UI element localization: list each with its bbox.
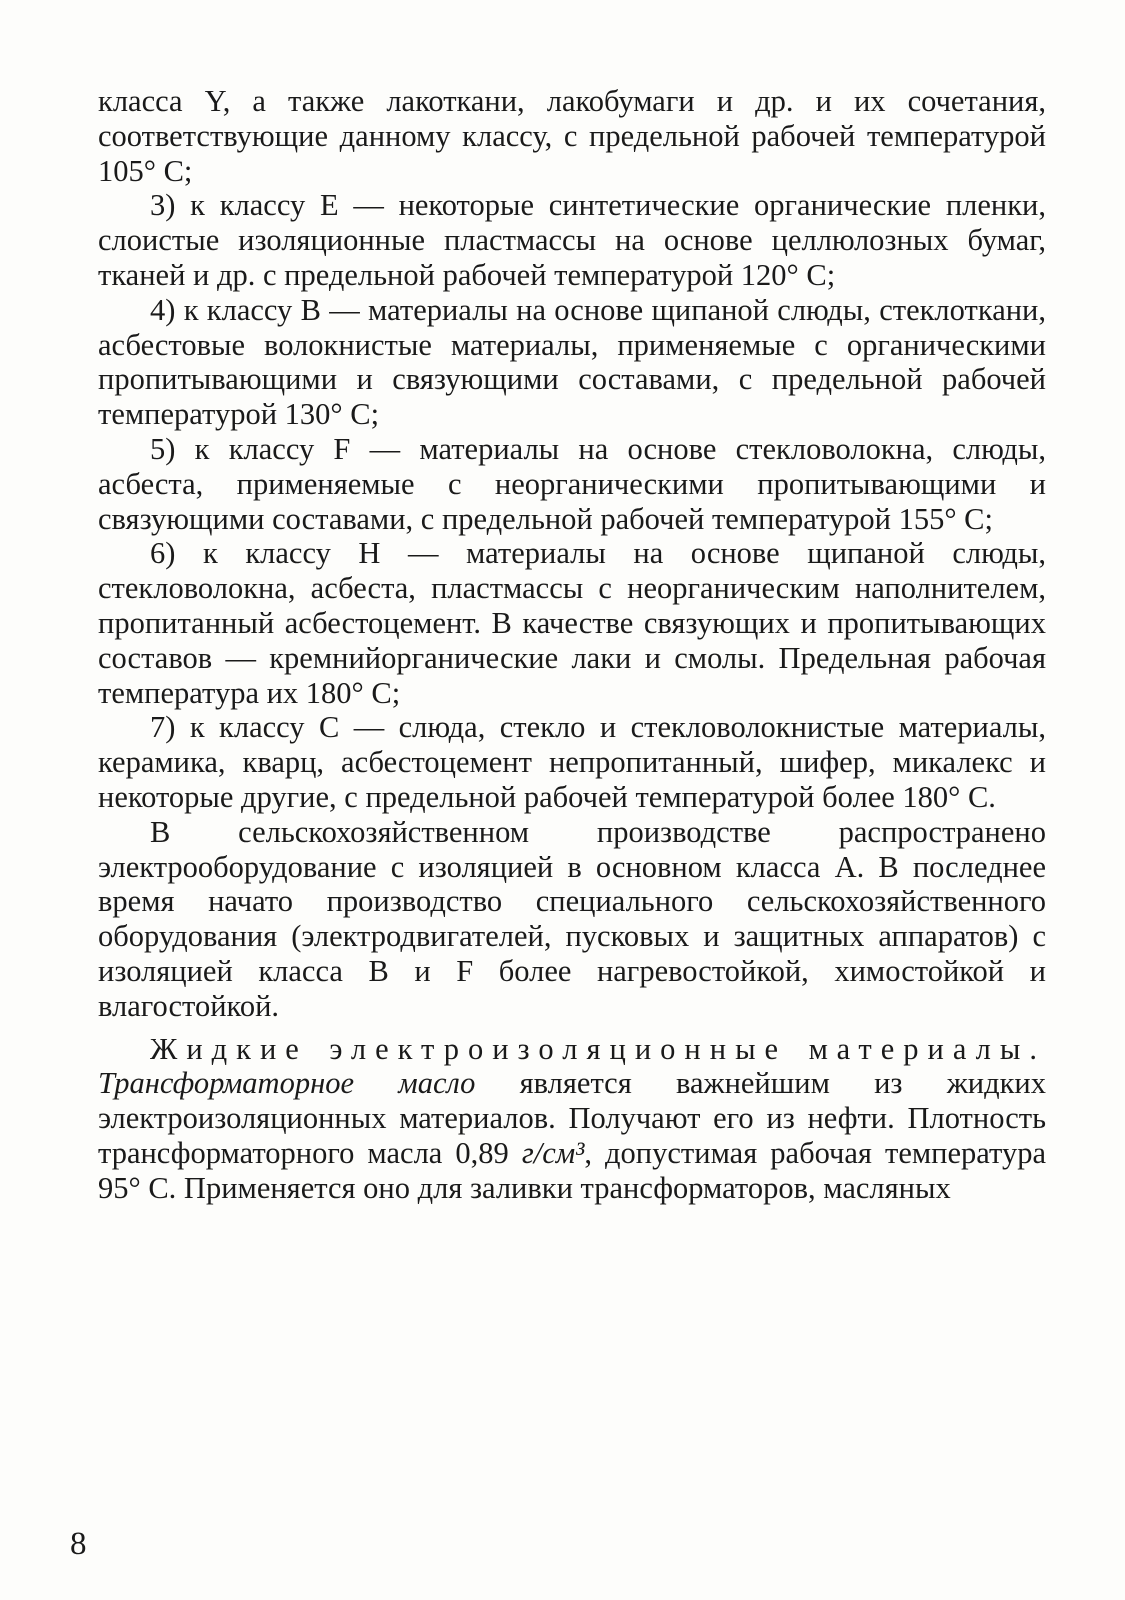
paragraph-liquid-insulators <box>98 1032 1046 1206</box>
density-unit: г/см³ <box>521 1135 585 1170</box>
paragraph-class-f: 5) к классу F — материалы на основе стекловолокна, слюды, асбеста, применяемые с неорганическими пропитывающими и связующими составами, с предельной рабочей температурой 155° С; <box>98 431 1046 536</box>
paragraph-class-c: 7) к классу С — слюда, стекло и стекловолокнистые материалы, керамика, кварц, асбестоцемент непропитанный, шифер, микалекс и некоторые другие, с предельной рабочей температурой более 180° С. <box>98 710 1046 814</box>
italic-term-transformer-oil: Трансформаторное масло <box>98 1066 476 1101</box>
paragraph-text-after-unit: , допустимая рабочая температура 95° С. Применяется оно для заливки трансформаторов, масляных <box>98 1135 1046 1205</box>
paragraph-class-b: 4) к классу В — материалы на основе щипаной слюды, стеклоткани, асбестовые волокнистые материалы, применяемые с органическими пропитывающими и связующими составами, с предельной рабочей температурой 130° С; <box>98 292 1046 432</box>
spaced-section-heading: Жидкие электроизоляционные материалы. <box>150 1031 1046 1066</box>
paragraph-class-h: 6) к классу Н — материалы на основе щипаной слюды, стекловолокна, асбеста, пластмассы с неорганическим наполнителем, пропитанный асбестоцемент. В качестве связующих и пропитывающих составов — кремнийорганические лаки и смолы. Предельная рабочая температура их 180° С; <box>98 536 1046 710</box>
paragraph-text-before-unit: является важнейшим из жидких электроизоляционных материалов. Получают его из нефти. Плотность трансформаторного масла 0,89 <box>98 1066 1047 1170</box>
page-body-text <box>98 84 1046 1206</box>
paragraph-agriculture: В сельскохозяйственном производстве распространено электрооборудование с изоляцией в основном класса А. В последнее время начато производство специального сельскохозяйственного оборудования (электродвигателей, пусковых и защитных аппаратов) с изоляцией класса В и F более нагревостойкой, химостойкой и влагостойкой. <box>98 814 1046 1023</box>
paragraph-class-e: 3) к классу Е — некоторые синтетические органические пленки, слоистые изоляционные пластмассы на основе целлюлозных бумаг, тканей и др. с предельной рабочей температурой 120° С; <box>98 188 1046 292</box>
page-number: 8 <box>70 1526 87 1562</box>
paragraph-1: класса Y, а также лакоткани, лакобумаги и др. и их сочетания, соответствующие данному классу, с предельной рабочей температурой 105° С; <box>98 84 1046 188</box>
